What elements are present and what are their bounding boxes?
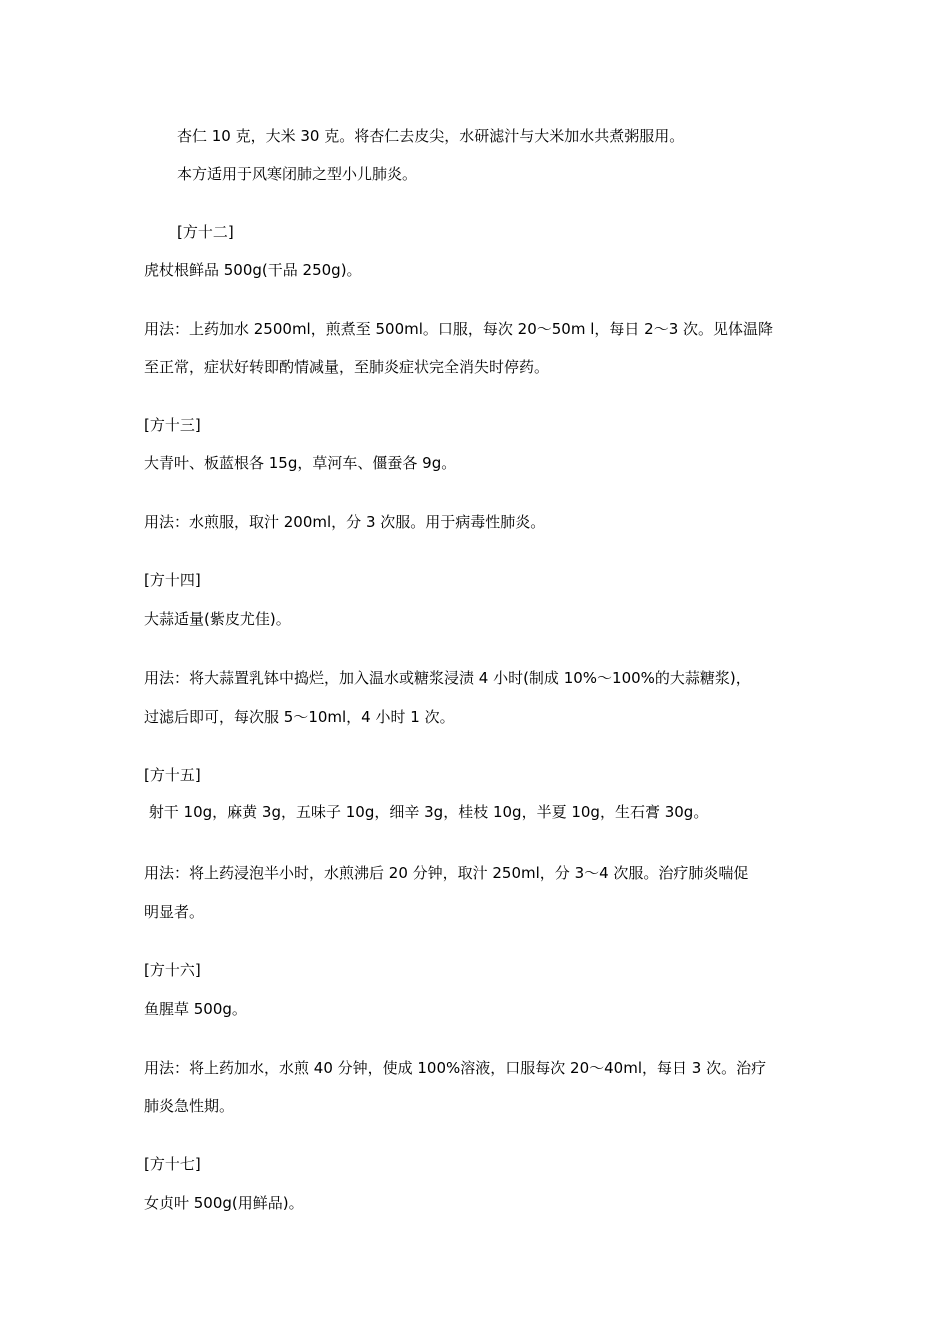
section-ingredients-13: 大青叶、板蓝根各 15g，草河车、僵蚕各 9g。 bbox=[144, 454, 457, 472]
section-usage-12-line-1: 用法：上药加水 2500ml，煎煮至 500ml。口服，每次 20～50m l，每日 2～3 次。见体温降 bbox=[144, 320, 774, 338]
intro-line-2: 本方适用于风寒闭肺之型小儿肺炎。 bbox=[177, 165, 418, 183]
section-heading-14: [方十四] bbox=[144, 571, 201, 589]
section-heading-16: [方十六] bbox=[144, 961, 201, 979]
section-ingredients-17: 女贞叶 500g(用鲜品)。 bbox=[144, 1194, 304, 1212]
section-usage-14-line-1: 用法：将大蒜置乳钵中捣烂，加入温水或糖浆浸渍 4 小时(制成 10%～100%的大蒜糖浆)， bbox=[144, 669, 751, 687]
section-heading-15: [方十五] bbox=[144, 766, 201, 784]
section-ingredients-12: 虎杖根鲜品 500g(干品 250g)。 bbox=[144, 261, 362, 279]
section-usage-14-line-2: 过滤后即可，每次服 5～10ml，4 小时 1 次。 bbox=[144, 708, 455, 726]
section-heading-17: [方十七] bbox=[144, 1155, 201, 1173]
section-ingredients-15: 射干 10g，麻黄 3g，五味子 10g，细辛 3g，桂枝 10g，半夏 10g，生石膏 30g。 bbox=[144, 803, 709, 821]
section-usage-15-line-2: 明显者。 bbox=[144, 903, 205, 921]
section-usage-16-line-2: 肺炎急性期。 bbox=[144, 1097, 235, 1115]
section-usage-13-line-1: 用法：水煎服，取汁 200ml，分 3 次服。用于病毒性肺炎。 bbox=[144, 513, 546, 531]
section-usage-12-line-2: 至正常，症状好转即酌情减量，至肺炎症状完全消失时停药。 bbox=[144, 358, 550, 376]
section-usage-15-line-1: 用法：将上药浸泡半小时，水煎沸后 20 分钟，取汁 250ml，分 3～4 次服。治疗肺炎喘促 bbox=[144, 864, 749, 882]
section-ingredients-16: 鱼腥草 500g。 bbox=[144, 1000, 247, 1018]
section-heading-13: [方十三] bbox=[144, 416, 201, 434]
section-usage-16-line-1: 用法：将上药加水，水煎 40 分钟，使成 100%溶液，口服每次 20～40ml，每日 3 次。治疗 bbox=[144, 1059, 767, 1077]
section-ingredients-14: 大蒜适量(紫皮尤佳)。 bbox=[144, 610, 291, 628]
intro-line-1: 杏仁 10 克，大米 30 克。将杏仁去皮尖，水研滤汁与大米加水共煮粥服用。 bbox=[177, 127, 685, 145]
section-heading-12: [方十二] bbox=[177, 223, 234, 241]
